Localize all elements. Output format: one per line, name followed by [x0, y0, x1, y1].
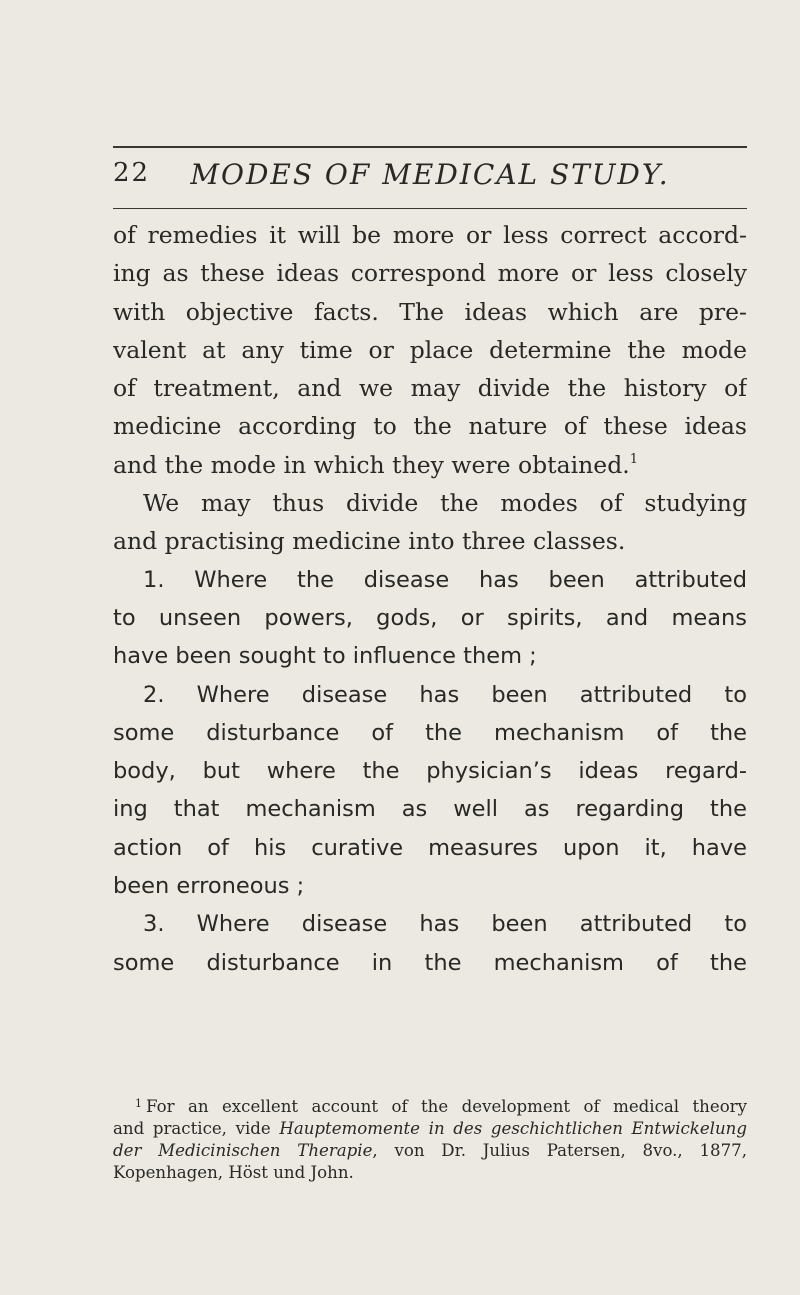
- text-line: 1. Where the disease has been attributed: [143, 566, 747, 593]
- footnote-line: Kopenhagen, Höst und John.: [113, 1163, 354, 1182]
- work-title: Hauptemomente in des geschichtlichen Entwickelung: [279, 1119, 747, 1138]
- text-line: ing that mechanism as well as regarding the: [113, 796, 747, 823]
- text-line: of remedies it will be more or less correct accord-: [113, 221, 747, 249]
- text-line: medicine according to the nature of these ideas: [113, 412, 747, 441]
- text-line: We may thus divide the modes of studying: [143, 489, 747, 518]
- footnote-line: and practice, vide Hauptemomente in des geschichtlichen Entwickelung: [113, 1119, 747, 1138]
- text-line: 3. Where disease has been attributed to: [143, 911, 747, 938]
- work-title: der Medicinischen Therapie: [113, 1141, 373, 1160]
- body-text: [113, 216, 747, 982]
- footnote-marker: 1: [135, 1097, 142, 1110]
- text-line: been erroneous ;: [113, 873, 305, 900]
- text-line: with objective facts. The ideas which are pre-: [113, 297, 747, 326]
- text-line: have been sought to influence them ;: [113, 643, 537, 670]
- running-head: MODES OF MEDICAL STUDY.: [190, 158, 670, 191]
- text-line: and practising medicine into three classes.: [113, 527, 626, 556]
- header-bottom-rule: [113, 208, 747, 209]
- footnote-reference: 1: [629, 451, 638, 467]
- footnote-line: $^1$ For an excellent account of the development of medical theory: [135, 1097, 747, 1116]
- page-number: 22: [113, 158, 151, 188]
- text-line: valent at any time or place determine the mode: [113, 335, 747, 364]
- text-line: body, but where the physician’s ideas regard-: [113, 758, 747, 785]
- header-top-rule: [113, 146, 747, 148]
- text-line: some disturbance in the mechanism of the: [113, 949, 747, 976]
- text-line: 2. Where disease has been attributed to: [143, 681, 747, 708]
- footnote: [113, 1093, 747, 1184]
- text-line: of treatment, and we may divide the history of: [113, 374, 747, 403]
- text-line: ing as these ideas correspond more or less closely: [113, 259, 747, 288]
- text-line: action of his curative measures upon it, have: [113, 834, 747, 861]
- text-line: and the mode in which they were obtained.$^1$: [113, 450, 638, 479]
- page-header: [113, 158, 747, 202]
- footnote-line: der Medicinischen Therapie, von Dr. Julius Patersen, 8vo., 1877,: [113, 1141, 747, 1160]
- text-line: to unseen powers, gods, or spirits, and means: [113, 604, 747, 631]
- text-line: some disturbance of the mechanism of the: [113, 719, 747, 746]
